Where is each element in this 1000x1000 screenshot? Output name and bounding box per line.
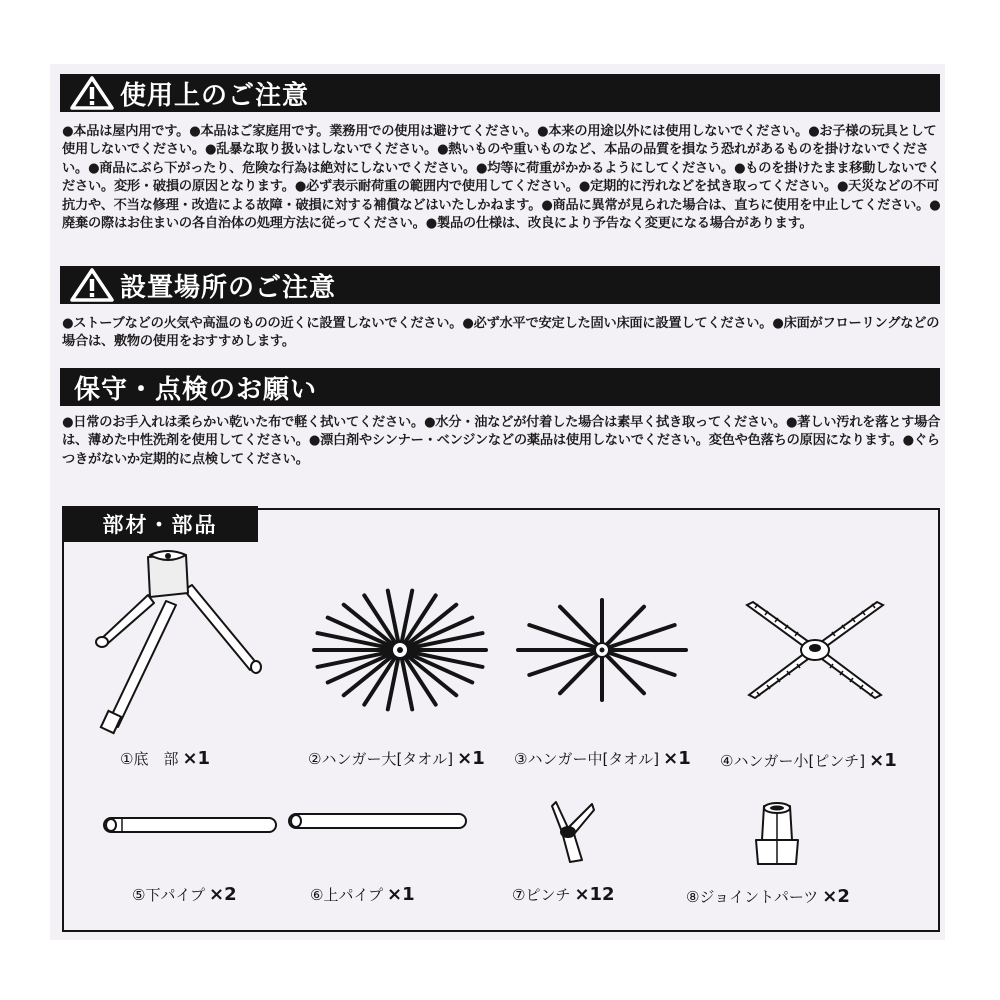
part-quantity: ×2 — [822, 886, 850, 907]
hanger-spoke — [610, 653, 675, 675]
part-caption-lower-pipe — [132, 884, 237, 905]
section-body-maintenance: ●日常のお手入れは柔らかい乾いた布で軽く拭いてください。●水分・油などが付着した場合は素早く拭き取ってください。●著しい汚れを落とす場合は、薄めた中性洗剤を使用してください。●漂白剤やシンナー・ベンジンなどの薬品は使用しないでください。変色や色落ちの原因になります。●ぐらつきがないか定期的に点検してください。 — [62, 415, 941, 467]
warning-triangle-icon — [70, 268, 114, 302]
hanger-spoke — [610, 625, 675, 647]
part-quantity: ×1 — [182, 748, 211, 769]
part-caption-upper-pipe — [310, 884, 415, 905]
part-label: ⑤下パイプ — [132, 886, 205, 904]
parts-title: 部材・部品 — [62, 506, 258, 542]
part-label: ②ハンガー大[タオル] — [308, 750, 454, 768]
section-header-placement — [60, 266, 940, 304]
small-hanger-illustration — [740, 600, 890, 700]
section-header-usage — [60, 74, 940, 112]
section-title-usage: 使用上のご注意 — [120, 80, 310, 111]
part-caption-small-hanger — [720, 750, 897, 771]
part-caption-pinch — [512, 884, 615, 905]
pinch-illustration — [548, 798, 598, 866]
part-label: ⑦ピンチ — [512, 886, 571, 904]
large-hanger-illustration — [310, 585, 490, 715]
upper-pipe-illustration — [285, 808, 470, 834]
part-caption-large-hanger — [308, 748, 485, 769]
section-title-placement: 設置場所のご注意 — [120, 272, 337, 303]
part-quantity: ×1 — [663, 748, 691, 769]
part-quantity: ×2 — [209, 884, 237, 905]
part-caption-base — [120, 748, 210, 769]
part-quantity: ×1 — [869, 750, 897, 771]
base-stand-illustration — [88, 545, 268, 740]
part-label: ①底 部 — [120, 750, 179, 768]
lower-pipe-illustration — [100, 812, 280, 838]
section-body-usage: ●本品は屋内用です。●本品はご家庭用です。業務用での使用は避けてください。●本来の用途以外には使用しないでください。●お子様の玩具として使用しないでください。●乱暴な取り扱いはしないでください。●熱いものや重いものなど、本品の品質を損なう恐れがあるものを掛けないでください。●商品にぶら下がったり、危険な行為は絶対にしないでください。●均等に荷重がかかるようにしてください。●ものを掛けたまま移動しないでください。変形・破損の原因となります。●必ず表示耐荷重の範囲内で使用してください。●定期的に汚れなどを拭き取ってください。●天災などの不可抗力や、不当な修理・改造による故障・破損に対する補償などはいたしかねます。●商品に異常が見られた場合は、直ちに使用を中止してください。●廃棄の際はお住まいの各自治体の処理方法に従ってください。●製品の仕様は、改良により予告なく変更になる場合があります。 — [62, 124, 941, 232]
section-header-maintenance — [60, 368, 940, 406]
medium-hanger-illustration — [515, 595, 690, 705]
hanger-spoke — [529, 625, 594, 647]
part-quantity: ×1 — [387, 884, 415, 905]
warning-triangle-icon — [70, 76, 114, 110]
part-quantity: ×12 — [574, 884, 615, 905]
part-label: ④ハンガー小[ピンチ] — [720, 752, 866, 770]
section-title-maintenance: 保守・点検のお願い — [74, 374, 318, 405]
part-caption-medium-hanger — [514, 748, 691, 769]
part-label: ⑥上パイプ — [310, 886, 383, 904]
section-body-placement: ●ストーブなどの火気や高温のものの近くに設置しないでください。●必ず水平で安定した固い床面に設置してください。●床面がフローリングなどの場合は、敷物の使用をおすすめします。 — [62, 316, 940, 350]
part-label: ③ハンガー中[タオル] — [514, 750, 660, 768]
joint-part-illustration — [752, 800, 802, 872]
part-label: ⑧ジョイントパーツ — [686, 888, 819, 906]
part-caption-joint — [686, 886, 850, 907]
hanger-spoke — [529, 653, 594, 675]
part-quantity: ×1 — [457, 748, 485, 769]
